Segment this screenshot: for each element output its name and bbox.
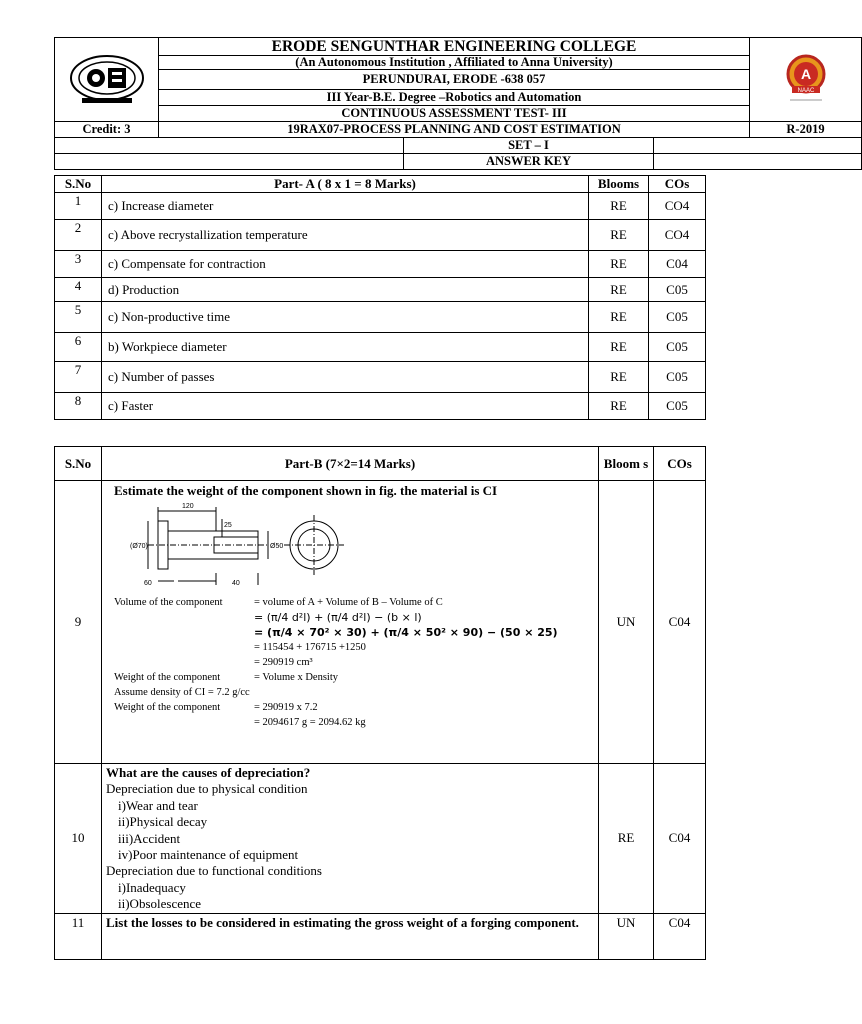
row-answer: c) Number of passes — [102, 362, 589, 393]
row-sno: 1 — [55, 193, 102, 220]
regulation-cell: R-2019 — [750, 122, 862, 138]
row-co: CO4 — [649, 220, 706, 251]
table-row — [55, 333, 706, 362]
row-sno: 4 — [55, 278, 102, 302]
list-item: i)Inadequacy — [118, 879, 186, 895]
row-blooms: RE — [589, 278, 649, 302]
table-row — [55, 193, 706, 220]
row-co: C05 — [649, 393, 706, 420]
table-row — [55, 220, 706, 251]
row-co: C05 — [649, 302, 706, 333]
table-row — [55, 393, 706, 420]
table-row — [55, 764, 706, 914]
part-a-blooms-header: Blooms — [589, 176, 649, 193]
vol-eq3: = (π/4 × 70² × 30) + (π/4 × 50² × 90) − (50 × 25) — [254, 626, 558, 639]
row-sno: 2 — [55, 220, 102, 251]
naac-logo-cell — [750, 38, 862, 122]
row-blooms: RE — [599, 764, 654, 914]
naac-badge-icon — [784, 52, 828, 104]
q10-question: What are the causes of depreciation? — [106, 765, 311, 780]
list-item: ii)Physical decay — [118, 814, 208, 830]
key-blank-right — [654, 154, 862, 170]
row-answer: c) Above recrystallization temperature — [102, 220, 589, 251]
row-answer: b) Workpiece diameter — [102, 333, 589, 362]
row-co: C04 — [654, 913, 706, 959]
college-subtitle: (An Autonomous Institution , Affiliated to Anna University) — [159, 56, 750, 70]
row-answer: c) Non-productive time — [102, 302, 589, 333]
naac-letter: A — [800, 66, 811, 82]
component-drawing — [118, 501, 368, 591]
row-blooms: RE — [589, 220, 649, 251]
row-sno: 9 — [55, 481, 102, 764]
naac-text: NAAC — [797, 88, 814, 94]
part-b-sno-header: S.No — [55, 447, 102, 481]
vol-eq5: = 290919 cm³ — [254, 657, 313, 668]
part-a-title: Part- A ( 8 x 1 = 8 Marks) — [102, 176, 589, 193]
wt-eq3: = 2094617 g = 2094.62 kg — [254, 717, 366, 728]
row-sno: 11 — [55, 913, 102, 959]
row-blooms: RE — [589, 393, 649, 420]
list-item: Depreciation due to physical condition — [106, 781, 308, 797]
row-co: C04 — [654, 764, 706, 914]
dim-120: 120 — [182, 503, 194, 510]
row-sno: 10 — [55, 764, 102, 914]
table-row — [55, 913, 706, 959]
part-b-blooms-header: Bloom s — [599, 447, 654, 481]
row-blooms: UN — [599, 913, 654, 959]
row-answer: c) Faster — [102, 393, 589, 420]
list-item: i)Wear and tear — [118, 797, 198, 813]
vol-eq1: = volume of A + Volume of B – Volume of C — [254, 597, 443, 608]
row-sno: 3 — [55, 251, 102, 278]
list-item: iv)Poor maintenance of equipment — [118, 847, 299, 863]
degree-line: III Year-B.E. Degree –Robotics and Automation — [159, 90, 750, 106]
row-co: C05 — [649, 278, 706, 302]
dim-70: (Ø70) — [130, 543, 148, 550]
dim-40: 40 — [232, 580, 240, 587]
row-blooms: RE — [589, 362, 649, 393]
course-cell: 19RAX07-PROCESS PLANNING AND COST ESTIMATION — [159, 122, 750, 138]
wt-label: Weight of the component — [114, 672, 221, 683]
row-blooms: RE — [589, 251, 649, 278]
wt-label-2: Weight of the component — [114, 702, 221, 713]
row-answer: c) Increase diameter — [102, 193, 589, 220]
row-sno: 6 — [55, 333, 102, 362]
q11-question: List the losses to be considered in estimating the gross weight of a forging component. — [102, 913, 599, 959]
part-b-table — [54, 446, 706, 960]
dim-25: 25 — [224, 522, 232, 529]
answer-key-cell: ANSWER KEY — [404, 154, 654, 170]
table-row — [55, 278, 706, 302]
row-blooms: RE — [589, 193, 649, 220]
college-address: PERUNDURAI, ERODE -638 057 — [159, 70, 750, 90]
header-table — [54, 37, 862, 170]
set-blank-right — [654, 138, 862, 154]
key-blank-left — [55, 154, 404, 170]
part-b-title: Part-B (7×2=14 Marks) — [102, 447, 599, 481]
row-sno: 5 — [55, 302, 102, 333]
credit-cell: Credit: 3 — [55, 122, 159, 138]
vol-eq2: = (π/4 d²l) + (π/4 d²l) − (b × l) — [254, 611, 422, 624]
row-sno: 8 — [55, 393, 102, 420]
set-blank-left — [55, 138, 404, 154]
row-blooms: RE — [589, 333, 649, 362]
table-row — [55, 362, 706, 393]
q9-question: Estimate the weight of the component shown in fig. the material is CI — [114, 483, 498, 498]
table-row — [55, 251, 706, 278]
part-b-cos-header: COs — [654, 447, 706, 481]
set-cell: SET – I — [404, 138, 654, 154]
row-blooms: UN — [599, 481, 654, 764]
vol-label: Volume of the component — [114, 597, 223, 608]
list-item: iii)Accident — [118, 830, 181, 846]
test-name: CONTINUOUS ASSESSMENT TEST- III — [159, 106, 750, 122]
row-blooms: RE — [589, 302, 649, 333]
list-item: Depreciation due to functional conditions — [106, 863, 322, 879]
dim-50: Ø50 — [270, 543, 284, 550]
part-a-sno-header: S.No — [55, 176, 102, 193]
row-co: C05 — [649, 362, 706, 393]
table-row — [55, 302, 706, 333]
college-logo-cell — [55, 38, 159, 122]
vol-eq4: = 115454 + 176715 +1250 — [254, 642, 366, 653]
row-co: C05 — [649, 333, 706, 362]
row-answer: d) Production — [102, 278, 589, 302]
row-sno: 7 — [55, 362, 102, 393]
part-a-cos-header: COs — [649, 176, 706, 193]
college-emblem-icon — [68, 52, 146, 104]
density-line: Assume density of CI = 7.2 g/cc — [114, 687, 250, 698]
row-answer: c) Compensate for contraction — [102, 251, 589, 278]
row-co: C04 — [654, 481, 706, 764]
part-b-header-row — [55, 447, 706, 481]
list-item: ii)Obsolescence — [118, 896, 202, 912]
q9-solution — [114, 595, 594, 730]
part-a-table — [54, 175, 706, 420]
wt-eq2: = 290919 x 7.2 — [254, 702, 318, 713]
dim-60: 60 — [144, 580, 152, 587]
wt-eq1: = Volume x Density — [254, 672, 338, 683]
row-co: C04 — [649, 251, 706, 278]
part-a-header-row — [55, 176, 706, 193]
college-name: ERODE SENGUNTHAR ENGINEERING COLLEGE — [159, 38, 750, 56]
row-co: CO4 — [649, 193, 706, 220]
table-row — [55, 481, 706, 764]
